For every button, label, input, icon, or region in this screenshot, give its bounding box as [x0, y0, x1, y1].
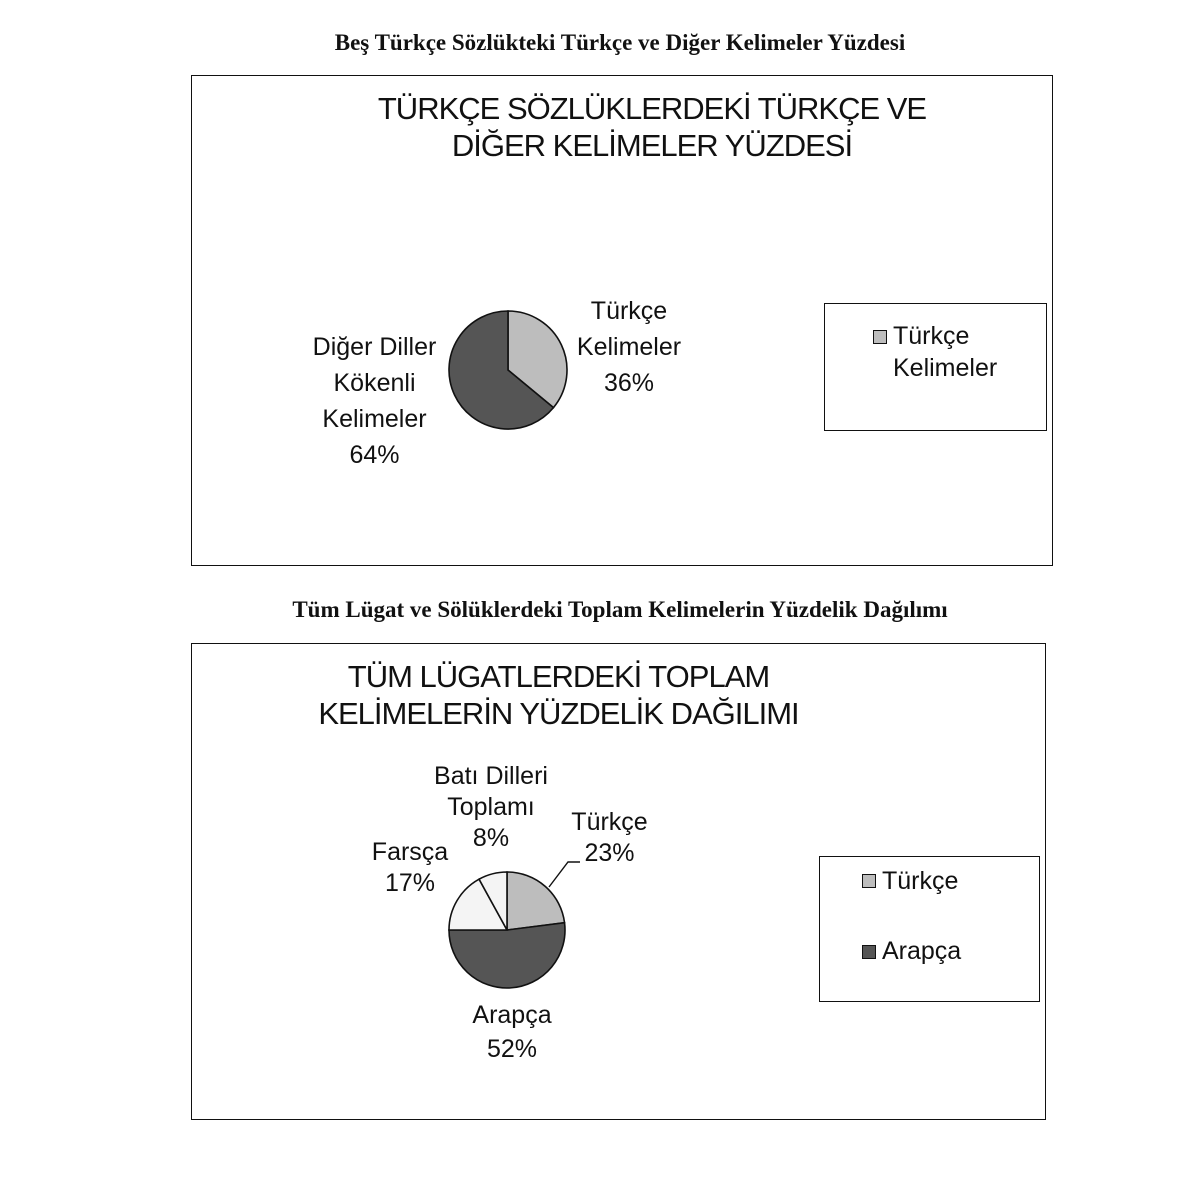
- pie-slice-arapca: [449, 923, 565, 988]
- slice-label-turkce: [552, 807, 667, 869]
- slice-label-line: Arapça: [472, 1001, 552, 1029]
- figure1-caption: Beş Türkçe Sözlükteki Türkçe ve Diğer Kelimeler Yüzdesi: [334, 30, 906, 55]
- slice-label-line: 17%: [384, 869, 436, 897]
- legend-item-arapca: Arapça: [882, 937, 962, 965]
- slice-label-line: 36%: [603, 369, 655, 397]
- slice-label-line: Farsça: [371, 838, 449, 866]
- slice-label-diger-diller: [292, 329, 457, 473]
- slice-label-line: 64%: [349, 441, 400, 469]
- chart1-title-line: TÜRKÇE SÖZLÜKLERDEKİ TÜRKÇE VE: [377, 91, 927, 126]
- slice-label-turkce-kelimeler: [564, 293, 694, 401]
- figure2-caption: Tüm Lügat ve Sölüklerdeki Toplam Kelimelerin Yüzdelik Dağılımı: [292, 597, 948, 622]
- chart2-title-line: KELİMELERİN YÜZDELİK DAĞILIMI: [318, 696, 799, 731]
- chart2-legend: [819, 856, 1040, 1002]
- legend-item-turkce: Türkçe: [882, 867, 959, 895]
- legend-swatch-turkce: [873, 330, 887, 344]
- slice-label-line: Diğer Diller: [312, 333, 437, 361]
- slice-label-line: Kelimeler: [576, 333, 682, 361]
- chart1-title-line: DİĞER KELİMELER YÜZDESİ: [451, 128, 853, 163]
- legend-swatch-arapca: [862, 945, 876, 959]
- slice-label-line: Batı Dilleri: [434, 762, 548, 790]
- slice-label-arapca: [447, 998, 577, 1066]
- chart1-frame: [191, 75, 1053, 566]
- slice-label-line: Türkçe: [571, 808, 648, 836]
- legend-label-line: Kelimeler: [893, 354, 998, 382]
- legend-swatch-turkce: [862, 874, 876, 888]
- legend-label-line: Türkçe: [893, 322, 970, 350]
- slice-label-line: 52%: [486, 1035, 538, 1063]
- pie-slice-turkce: [507, 872, 565, 930]
- slice-label-line: 8%: [472, 824, 510, 852]
- chart2-frame: [191, 643, 1046, 1120]
- chart1-legend: [824, 303, 1047, 431]
- slice-label-bati-dilleri: [415, 761, 567, 854]
- slice-label-line: 23%: [584, 839, 635, 867]
- slice-label-line: Toplamı: [447, 793, 535, 821]
- chart2-title-line: TÜM LÜGATLERDEKİ TOPLAM: [347, 659, 770, 694]
- slice-label-line: Kökenli: [333, 369, 416, 397]
- slice-label-line: Türkçe: [590, 297, 668, 325]
- legend-item-turkce-kelimeler: [893, 320, 997, 384]
- slice-label-line: Kelimeler: [322, 405, 427, 433]
